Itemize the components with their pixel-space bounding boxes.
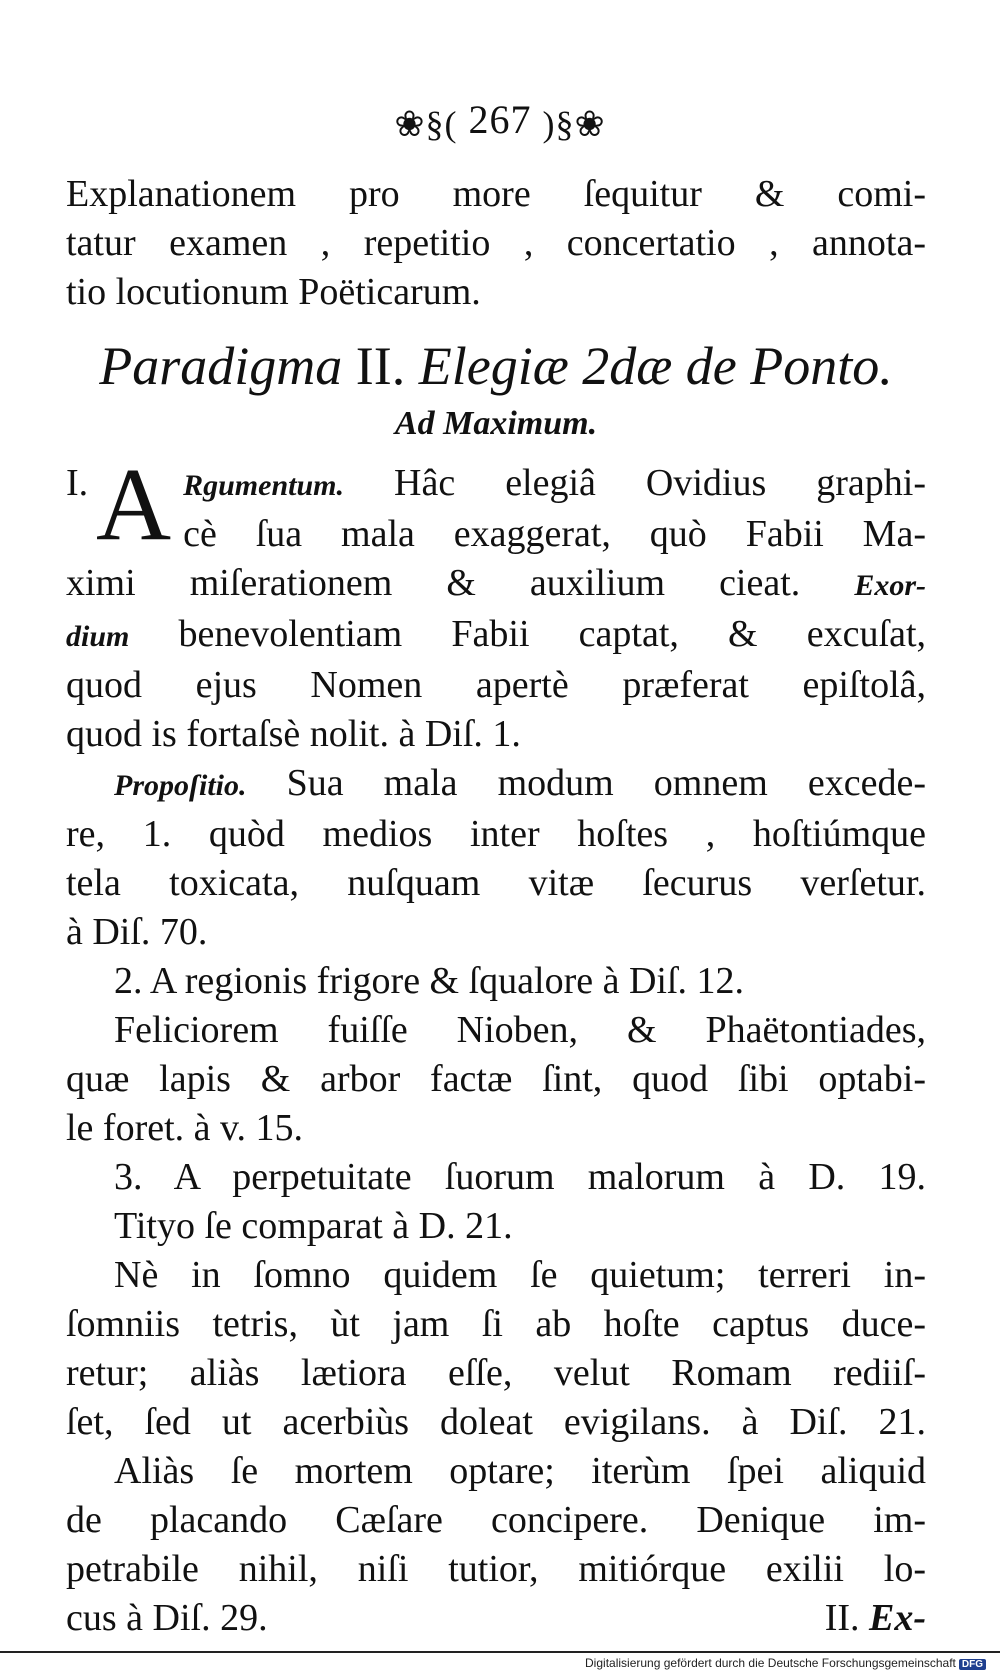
text-line: le foret. à v. 15. [66, 1107, 304, 1149]
text-line: de placando Cæſare concipere. Denique im- [66, 1499, 926, 1541]
final-line [66, 1594, 926, 1643]
drop-cap: A [96, 447, 172, 562]
dfg-logo: DFG [959, 1659, 986, 1670]
section-title [66, 331, 926, 401]
title-part1: Paradigma [99, 336, 343, 396]
text-line: re, 1. quòd medios inter hoſtes , hoſtiúmque [66, 813, 926, 855]
intro-line: Explanationem pro more ſequitur & comi- [66, 173, 926, 215]
footer-rule [0, 1651, 1000, 1653]
page-body [66, 170, 926, 1643]
text-line: Aliàs ſe mortem optare; iterùm ſpei aliquid [114, 1450, 926, 1492]
catchword: Ex- [869, 1597, 926, 1639]
catchword-roman: II. [824, 1597, 869, 1639]
text-line: Nè in ſomno quidem ſe quietum; terreri in- [114, 1254, 926, 1296]
body-lines [66, 957, 926, 1594]
text-line: ſet, ſed ut acerbiùs doleat evigilans. à Diſ. 21. [66, 1401, 926, 1443]
text-line: 2. A regionis frigore & ſqualore à Diſ. 12. [114, 960, 745, 1002]
title-part2: Elegiæ 2dæ de Ponto. [418, 336, 893, 396]
right-ornament: )§❀ [542, 103, 606, 144]
page-number: 267 [468, 97, 532, 142]
label-propositio: Propoſitio. [114, 769, 247, 802]
text-line: retur; aliàs lætiora eſſe, velut Romam rediiſ- [66, 1352, 926, 1394]
text-line: quæ lapis & arbor factæ ſint, quod ſibi optabi- [66, 1058, 926, 1100]
text-line: ximi miſerationem & auxilium cieat. [66, 562, 801, 604]
text-line: Sua mala modum omnem excede- [246, 762, 926, 804]
paragraph-argumentum [66, 447, 927, 759]
text-line: quod ejus Nomen apertè præferat epiſtolâ, [66, 664, 926, 706]
title-roman: II. [342, 336, 419, 396]
footer-text: Digitalisierung gefördert durch die Deutsche Forschungsgemeinschaft [585, 1656, 956, 1670]
label-argumentum: Rgumentum. [183, 469, 344, 502]
text-line: Tityo ſe comparat à D. 21. [114, 1205, 513, 1247]
text-line: petrabile nihil, niſi tutior, mitiórque exilii lo- [66, 1548, 926, 1590]
label-exordium: Exor- [854, 569, 927, 602]
label-exordium-cont: dium [66, 620, 130, 653]
text-line: benevolentiam Fabii captat, & excuſat, [129, 613, 926, 655]
text-line: Hâc elegiâ Ovidius graphi- [344, 462, 926, 504]
left-ornament: ❀§( [394, 103, 458, 144]
text-line: cè ſua mala exaggerat, quò Fabii Ma- [183, 513, 926, 555]
text-line: Feliciorem fuiſſe Nioben, & Phaëtontiades, [114, 1009, 926, 1051]
text-line: quod is fortaſsè nolit. à Diſ. 1. [66, 713, 521, 755]
section-subtitle: Ad Maximum. [394, 405, 598, 442]
intro-line: tatur examen , repetitio , concertatio , annota- [66, 222, 926, 264]
intro-line: tio locutionum Poëticarum. [66, 271, 481, 313]
text-line: ſomniis tetris, ùt jam ſi ab hoſte captus duce- [66, 1303, 926, 1345]
paragraph-propositio [66, 759, 926, 957]
paragraph-number: I. [66, 462, 89, 504]
text-line: 3. A perpetuitate ſuorum malorum à D. 19. [114, 1156, 926, 1198]
page-header [0, 96, 1000, 145]
text-line: tela toxicata, nuſquam vitæ ſecurus verſetur. [66, 862, 926, 904]
digitization-footer [585, 1656, 986, 1670]
final-line-left: cus à Diſ. 29. [66, 1597, 268, 1639]
text-line: à Diſ. 70. [66, 911, 208, 953]
